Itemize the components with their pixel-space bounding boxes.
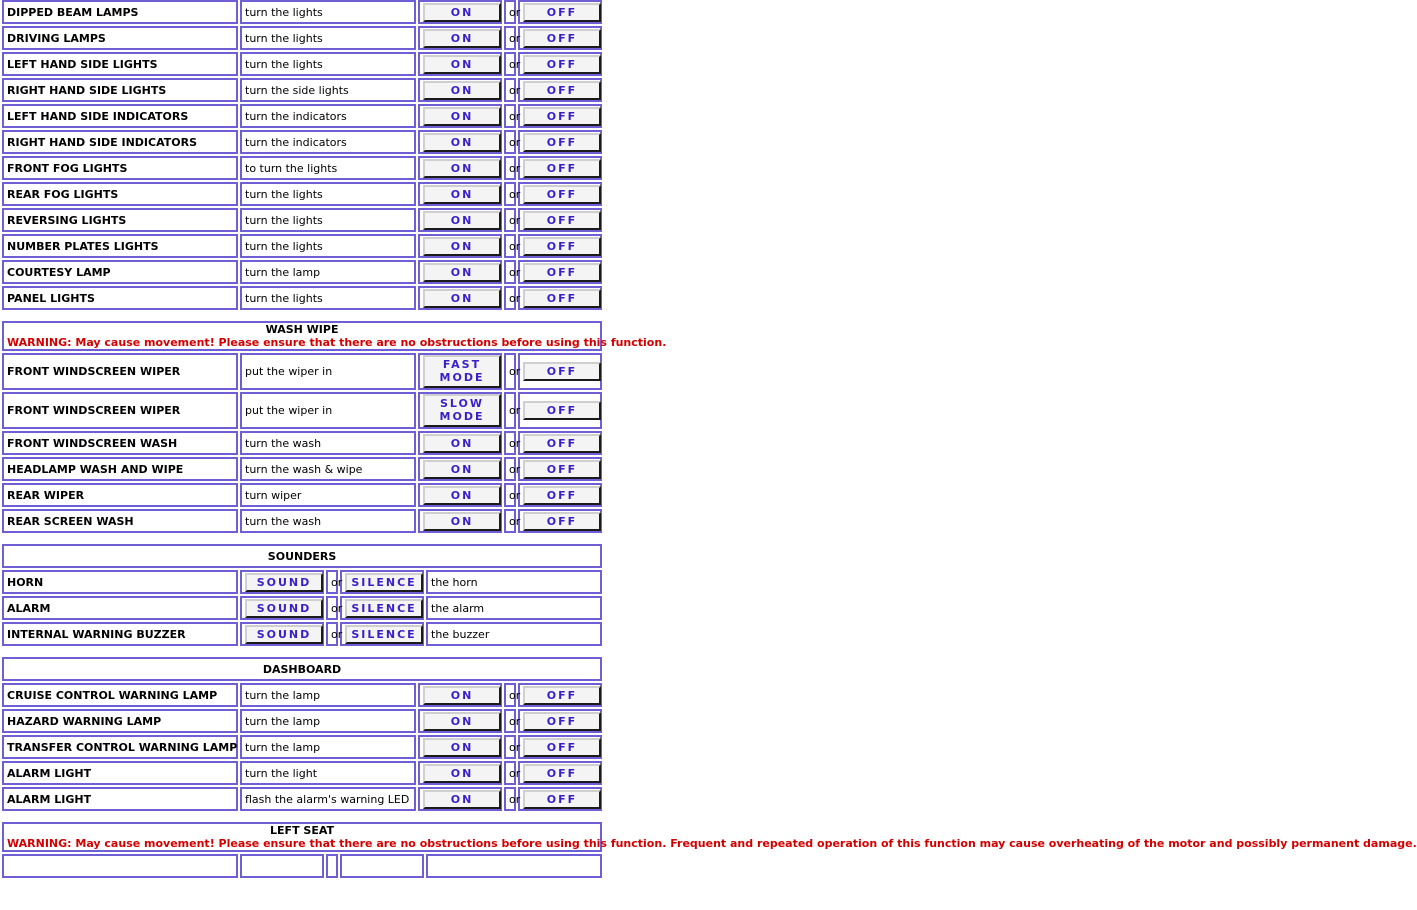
off-button-cell — [518, 130, 602, 154]
action-text: turn the indicators — [240, 130, 416, 154]
control-name: HORN — [2, 570, 238, 594]
action-text: to turn the lights — [240, 156, 416, 180]
on-button-cell — [418, 392, 502, 429]
control-name: ALARM — [2, 596, 238, 620]
or-text: or — [326, 622, 338, 646]
off-button-cell — [518, 353, 602, 390]
target-text: the horn — [426, 570, 602, 594]
on-button[interactable]: ON — [423, 738, 501, 757]
or-text: or — [504, 104, 516, 128]
on-button-cell — [418, 431, 502, 455]
on-button[interactable]: ON — [423, 133, 501, 152]
control-name: COURTESY LAMP — [2, 260, 238, 284]
off-button-cell — [518, 457, 602, 481]
on-button-cell — [418, 483, 502, 507]
or-text: or — [504, 182, 516, 206]
sound-button[interactable]: SOUND — [245, 625, 323, 644]
on-button-cell — [418, 104, 502, 128]
table-row — [2, 622, 602, 646]
left-seat-cell — [426, 854, 602, 878]
table-row — [2, 78, 602, 102]
or-text: or — [504, 0, 516, 24]
on-button-cell — [418, 156, 502, 180]
left-seat-cell — [340, 854, 424, 878]
action-text: turn wiper — [240, 483, 416, 507]
action-text: turn the wash & wipe — [240, 457, 416, 481]
off-button-cell — [518, 761, 602, 785]
or-text: or — [504, 26, 516, 50]
table-row — [2, 457, 602, 481]
on-button[interactable]: ON — [423, 712, 501, 731]
control-name: FRONT WINDSCREEN WASH — [2, 431, 238, 455]
action-text: turn the lamp — [240, 683, 416, 707]
on-button-cell — [418, 52, 502, 76]
or-text: or — [326, 570, 338, 594]
table-row — [2, 208, 602, 232]
table-row — [2, 709, 602, 733]
on-button-cell — [418, 26, 502, 50]
on-button-cell — [418, 761, 502, 785]
table-row — [2, 52, 602, 76]
table-row — [2, 761, 602, 785]
or-text: or — [504, 735, 516, 759]
on-button-cell — [418, 683, 502, 707]
target-text: the alarm — [426, 596, 602, 620]
control-name: REAR WIPER — [2, 483, 238, 507]
off-button[interactable]: OFF — [523, 263, 601, 282]
off-button-cell — [518, 683, 602, 707]
on-button[interactable]: ON — [423, 486, 501, 505]
off-button[interactable]: OFF — [523, 434, 601, 453]
on-button-cell — [418, 353, 502, 390]
on-button[interactable]: ON — [423, 263, 501, 282]
action-text: turn the lights — [240, 26, 416, 50]
control-name: FRONT WINDSCREEN WIPER — [2, 353, 238, 390]
sounders-table — [0, 542, 604, 648]
off-button[interactable]: OFF — [523, 133, 601, 152]
or-text: or — [504, 52, 516, 76]
on-button-cell — [418, 182, 502, 206]
or-text: or — [504, 353, 516, 390]
off-button-cell — [518, 0, 602, 24]
on-button[interactable]: ON — [423, 289, 501, 308]
on-button[interactable]: ON — [423, 159, 501, 178]
sound-button-cell — [240, 570, 324, 594]
on-button[interactable]: ON — [423, 790, 501, 809]
warning-text: WARNING: May cause movement! Please ensure that there are no obstructions before using this function. — [7, 336, 667, 349]
off-button[interactable]: OFF — [523, 107, 601, 126]
action-text: turn the wash — [240, 509, 416, 533]
off-button-cell — [518, 735, 602, 759]
section-title: SOUNDERS — [267, 549, 337, 563]
left-seat-cell — [240, 854, 324, 878]
table-row — [2, 0, 602, 24]
off-button[interactable]: OFF — [523, 159, 601, 178]
silence-button-cell — [340, 570, 424, 594]
left-seat-cell — [2, 854, 238, 878]
silence-button-cell — [340, 622, 424, 646]
wash-wipe-table — [0, 319, 667, 535]
section-title: LEFT SEAT — [270, 824, 335, 837]
table-row — [2, 787, 602, 811]
or-text: or — [504, 130, 516, 154]
wash-wipe-header — [2, 321, 667, 351]
action-text: turn the indicators — [240, 104, 416, 128]
table-row — [2, 182, 602, 206]
dashboard-table — [0, 655, 604, 813]
on-button[interactable]: ON — [423, 185, 501, 204]
left-seat-cell — [326, 854, 338, 878]
on-button[interactable]: ON — [423, 686, 501, 705]
off-button-cell — [518, 26, 602, 50]
off-button-cell — [518, 78, 602, 102]
action-text: turn the lights — [240, 208, 416, 232]
off-button[interactable]: OFF — [523, 3, 601, 22]
off-button[interactable]: OFF — [523, 512, 601, 531]
off-button-cell — [518, 709, 602, 733]
on-button[interactable]: FAST MODE — [423, 355, 501, 388]
or-text: or — [504, 709, 516, 733]
or-text: or — [504, 260, 516, 284]
action-text: turn the lights — [240, 52, 416, 76]
off-button[interactable]: OFF — [523, 460, 601, 479]
action-text: flash the alarm's warning LED — [240, 787, 416, 811]
off-button-cell — [518, 286, 602, 310]
on-button-cell — [418, 130, 502, 154]
or-text: or — [504, 457, 516, 481]
action-text: turn the lights — [240, 234, 416, 258]
warning-text: WARNING: May cause movement! Please ensure that there are no obstructions before using this function. Frequent and repeated operation of this function may cause overheating of the motor and possibly permanent damage. — [7, 837, 1417, 850]
off-button[interactable]: OFF — [523, 686, 601, 705]
action-text: turn the lights — [240, 182, 416, 206]
on-button-cell — [418, 234, 502, 258]
on-button[interactable]: ON — [423, 512, 501, 531]
control-name: RIGHT HAND SIDE INDICATORS — [2, 130, 238, 154]
table-row — [2, 570, 602, 594]
off-button[interactable]: OFF — [523, 211, 601, 230]
on-button[interactable]: ON — [423, 237, 501, 256]
off-button[interactable]: OFF — [523, 55, 601, 74]
or-text: or — [326, 596, 338, 620]
or-text: or — [504, 761, 516, 785]
control-name: REAR FOG LIGHTS — [2, 182, 238, 206]
table-row — [2, 392, 602, 429]
off-button-cell — [518, 182, 602, 206]
or-text: or — [504, 156, 516, 180]
control-name: DRIVING LAMPS — [2, 26, 238, 50]
off-button-cell — [518, 156, 602, 180]
action-text: turn the side lights — [240, 78, 416, 102]
off-button[interactable]: OFF — [523, 738, 601, 757]
off-button-cell — [518, 509, 602, 533]
or-text: or — [504, 392, 516, 429]
on-button[interactable]: ON — [423, 764, 501, 783]
on-button[interactable]: SLOW MODE — [423, 394, 501, 427]
control-name: REVERSING LIGHTS — [2, 208, 238, 232]
target-text: the buzzer — [426, 622, 602, 646]
on-button-cell — [418, 787, 502, 811]
on-button-cell — [418, 78, 502, 102]
control-name: PANEL LIGHTS — [2, 286, 238, 310]
control-name: RIGHT HAND SIDE LIGHTS — [2, 78, 238, 102]
section-title: WASH WIPE — [265, 323, 339, 336]
or-text: or — [504, 234, 516, 258]
action-text: turn the light — [240, 761, 416, 785]
on-button[interactable]: ON — [423, 81, 501, 100]
silence-button[interactable]: SILENCE — [345, 625, 423, 644]
table-row — [2, 683, 602, 707]
sound-button[interactable]: SOUND — [245, 599, 323, 618]
off-button[interactable]: OFF — [523, 237, 601, 256]
on-button[interactable]: ON — [423, 29, 501, 48]
on-button-cell — [418, 286, 502, 310]
control-name: HAZARD WARNING LAMP — [2, 709, 238, 733]
on-button-cell — [418, 709, 502, 733]
table-row — [2, 26, 602, 50]
table-row — [2, 431, 602, 455]
table-row — [2, 509, 602, 533]
control-name: CRUISE CONTROL WARNING LAMP — [2, 683, 238, 707]
left-seat-table — [0, 820, 1417, 880]
sound-button-cell — [240, 622, 324, 646]
table-row — [2, 483, 602, 507]
table-row — [2, 156, 602, 180]
table-row — [2, 735, 602, 759]
control-name: TRANSFER CONTROL WARNING LAMP — [2, 735, 238, 759]
action-text: turn the lights — [240, 286, 416, 310]
control-name: REAR SCREEN WASH — [2, 509, 238, 533]
control-name: NUMBER PLATES LIGHTS — [2, 234, 238, 258]
control-name: INTERNAL WARNING BUZZER — [2, 622, 238, 646]
table-row — [2, 286, 602, 310]
control-name: ALARM LIGHT — [2, 761, 238, 785]
on-button-cell — [418, 260, 502, 284]
off-button[interactable]: OFF — [523, 362, 601, 381]
action-text: turn the wash — [240, 431, 416, 455]
off-button[interactable]: OFF — [523, 486, 601, 505]
off-button-cell — [518, 208, 602, 232]
control-name: FRONT WINDSCREEN WIPER — [2, 392, 238, 429]
off-button[interactable]: OFF — [523, 764, 601, 783]
action-text: put the wiper in — [240, 353, 416, 390]
table-row — [2, 260, 602, 284]
off-button[interactable]: OFF — [523, 185, 601, 204]
action-text: put the wiper in — [240, 392, 416, 429]
table-row — [2, 353, 602, 390]
off-button-cell — [518, 392, 602, 429]
table-row — [2, 130, 602, 154]
control-name: ALARM LIGHT — [2, 787, 238, 811]
left-seat-header — [2, 822, 1417, 852]
off-button-cell — [518, 234, 602, 258]
or-text: or — [504, 683, 516, 707]
or-text: or — [504, 431, 516, 455]
section-title: DASHBOARD — [262, 662, 342, 676]
off-button[interactable]: OFF — [523, 401, 601, 420]
on-button-cell — [418, 208, 502, 232]
action-text: turn the lamp — [240, 260, 416, 284]
lights-table — [0, 0, 604, 312]
control-name: LEFT HAND SIDE INDICATORS — [2, 104, 238, 128]
dashboard-header — [2, 657, 602, 681]
off-button-cell — [518, 260, 602, 284]
on-button[interactable]: ON — [423, 434, 501, 453]
control-name: DIPPED BEAM LAMPS — [2, 0, 238, 24]
sound-button[interactable]: SOUND — [245, 573, 323, 592]
off-button[interactable]: OFF — [523, 790, 601, 809]
silence-button-cell — [340, 596, 424, 620]
silence-button[interactable]: SILENCE — [345, 573, 423, 592]
control-name: LEFT HAND SIDE LIGHTS — [2, 52, 238, 76]
control-name: HEADLAMP WASH AND WIPE — [2, 457, 238, 481]
off-button[interactable]: OFF — [523, 289, 601, 308]
on-button[interactable]: ON — [423, 55, 501, 74]
on-button[interactable]: ON — [423, 460, 501, 479]
on-button[interactable]: ON — [423, 211, 501, 230]
sounders-header — [2, 544, 602, 568]
or-text: or — [504, 286, 516, 310]
silence-button[interactable]: SILENCE — [345, 599, 423, 618]
on-button-cell — [418, 509, 502, 533]
action-text: turn the lamp — [240, 735, 416, 759]
or-text: or — [504, 509, 516, 533]
on-button-cell — [418, 457, 502, 481]
table-row — [2, 234, 602, 258]
off-button-cell — [518, 52, 602, 76]
off-button[interactable]: OFF — [523, 29, 601, 48]
action-text: turn the lights — [240, 0, 416, 24]
or-text: or — [504, 208, 516, 232]
or-text: or — [504, 78, 516, 102]
off-button-cell — [518, 104, 602, 128]
or-text: or — [504, 483, 516, 507]
on-button[interactable]: ON — [423, 3, 501, 22]
off-button[interactable]: OFF — [523, 712, 601, 731]
off-button-cell — [518, 483, 602, 507]
on-button[interactable]: ON — [423, 107, 501, 126]
on-button-cell — [418, 0, 502, 24]
off-button[interactable]: OFF — [523, 81, 601, 100]
table-row — [2, 596, 602, 620]
or-text: or — [504, 787, 516, 811]
table-row — [2, 104, 602, 128]
sound-button-cell — [240, 596, 324, 620]
off-button-cell — [518, 431, 602, 455]
on-button-cell — [418, 735, 502, 759]
action-text: turn the lamp — [240, 709, 416, 733]
control-name: FRONT FOG LIGHTS — [2, 156, 238, 180]
off-button-cell — [518, 787, 602, 811]
